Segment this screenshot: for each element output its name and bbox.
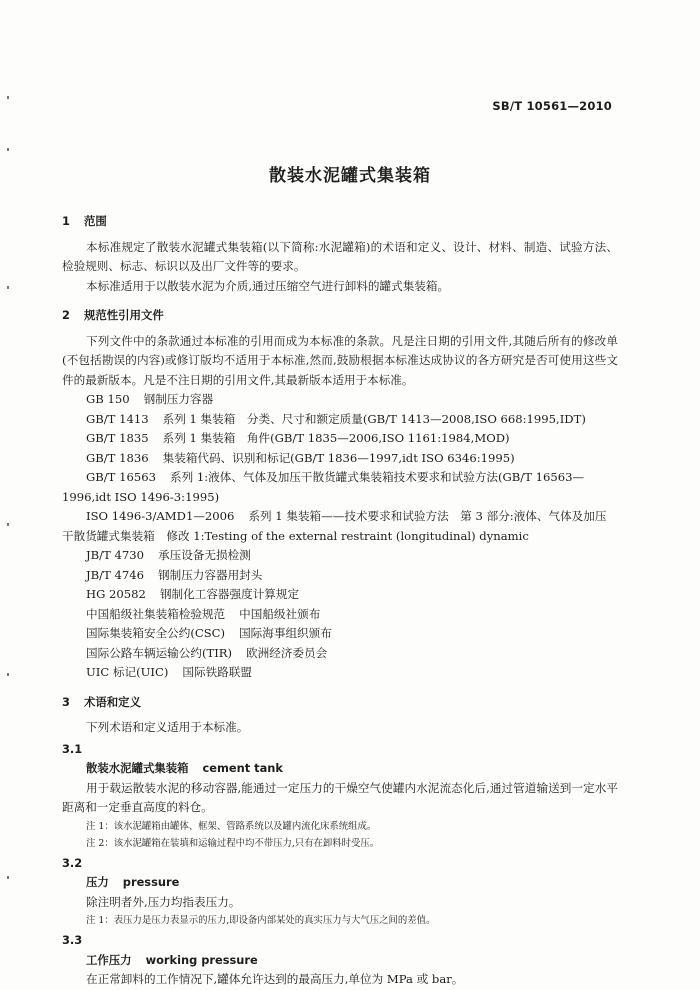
document-body xyxy=(62,212,618,990)
clause-number: 3.3 xyxy=(62,933,83,947)
reference-code: GB/T 1835 xyxy=(86,431,149,445)
reference-title: 系列 1:液体、气体及加压干散货罐式集装箱技术要求和试验方法(GB/T 16563—1996,idt ISO 1496-3:1995) xyxy=(62,470,585,504)
section-title: 范围 xyxy=(84,214,107,228)
term-definition: 在正常卸料的工作情况下,罐体允许达到的最高压力,单位为 MPa 或 bar。 xyxy=(86,972,464,986)
term-english: pressure xyxy=(122,875,180,889)
reference-code: GB/T 1413 xyxy=(86,411,149,426)
reference-title: 钢制化工容器强度计算规定 xyxy=(159,587,300,601)
reference-title: 国际铁路联盟 xyxy=(182,665,252,679)
section-title: 术语和定义 xyxy=(84,694,141,709)
section-heading-terms-and-definitions xyxy=(62,693,618,713)
reference-code: 国际集装箱安全公约(CSC) xyxy=(86,626,226,640)
reference-title: 承压设备无损检测 xyxy=(158,548,251,562)
reference-item xyxy=(62,468,618,507)
scan-mark xyxy=(7,673,9,676)
clause-number: 3.1 xyxy=(62,741,83,756)
scan-mark xyxy=(7,876,9,879)
reference-code: JB/T 4746 xyxy=(86,567,144,582)
reference-code: ISO 1496-3/AMD1—2006 xyxy=(86,509,235,523)
section-number: 2 xyxy=(62,308,70,322)
section-title: 规范性引用文件 xyxy=(84,308,164,322)
reference-item xyxy=(62,449,618,469)
reference-title: 中国船级社颁布 xyxy=(239,606,321,621)
section-heading-normative-references xyxy=(62,306,618,326)
paragraph: 下列术语和定义适用于本标准。 xyxy=(86,720,249,734)
term-definition: 除注明者外,压力均指表压力。 xyxy=(86,894,241,909)
reference-code: GB/T 16563 xyxy=(86,470,156,484)
term-chinese: 工作压力 xyxy=(86,952,132,967)
term-chinese: 压力 xyxy=(86,875,109,889)
clause-number: 3.2 xyxy=(62,855,83,870)
standard-code: SB/T 10561—2010 xyxy=(492,99,612,113)
reference-item xyxy=(62,410,618,430)
reference-item xyxy=(62,546,618,566)
reference-item xyxy=(62,605,618,625)
reference-title: 国际海事组织颁布 xyxy=(239,626,332,640)
term-entry xyxy=(62,873,618,893)
reference-code: 国际公路车辆运输公约(TIR) xyxy=(86,645,233,660)
reference-item xyxy=(62,429,618,449)
reference-title: 系列 1 集装箱——技术要求和试验方法 第 3 部分:液体、气体及加压干散货罐式集装箱 修改 1:Testing of the external restraint (longitudinal) dynamic xyxy=(62,509,607,543)
paragraph: 下列文件中的条款通过本标准的引用而成为本标准的条款。凡是注日期的引用文件,其随后所有的修改单(不包括勘误的内容)或修订版均不适用于本标准,然而,鼓励根据本标准达成协议的各方研究是否可使用这些文件的最新版本。凡是不注日期的引用文件,其最新版本适用于本标准。 xyxy=(62,333,618,387)
reference-title: 钢制压力容器用封头 xyxy=(158,567,263,582)
document-title: 散装水泥罐式集装箱 xyxy=(269,166,431,186)
reference-list xyxy=(62,390,618,683)
term-entry xyxy=(62,759,618,779)
reference-item xyxy=(62,663,618,683)
scan-mark xyxy=(7,523,9,526)
reference-code: 中国船级社集装箱检验规范 xyxy=(86,606,226,621)
section-number: 1 xyxy=(62,214,70,228)
reference-item xyxy=(62,566,618,586)
reference-item xyxy=(62,585,618,605)
reference-title: 系列 1 集装箱 分类、尺寸和额定质量(GB/T 1413—2008,ISO 668:1995,IDT) xyxy=(162,411,586,426)
scan-mark xyxy=(7,286,9,289)
reference-title: 欧洲经济委员会 xyxy=(246,645,328,660)
reference-item xyxy=(62,644,618,664)
reference-code: JB/T 4730 xyxy=(86,548,144,562)
scan-mark xyxy=(7,148,9,151)
reference-item xyxy=(62,624,618,644)
reference-code: UIC 标记(UIC) xyxy=(86,665,169,679)
reference-title: 钢制压力容器 xyxy=(143,392,214,406)
reference-item xyxy=(62,507,618,546)
note: 注 2：该水泥罐箱在装填和运输过程中均不带压力,只有在卸料时受压。 xyxy=(86,837,380,849)
term-definition: 用于载运散装水泥的移动容器,能通过一定压力的干燥空气使罐内水泥流态化后,通过管道输送到一定水平距离和一定垂直高度的料仓。 xyxy=(62,780,618,814)
term-english: cement tank xyxy=(202,761,283,775)
scan-mark xyxy=(7,96,9,99)
paragraph: 本标准适用于以散装水泥为介质,通过压缩空气进行卸料的罐式集装箱。 xyxy=(86,278,450,293)
reference-code: HG 20582 xyxy=(86,587,146,601)
note: 注 1：表压力是压力表显示的压力,即设备内部某处的真实压力与大气压之间的差值。 xyxy=(86,915,436,926)
term-english: working pressure xyxy=(145,952,258,967)
paragraph: 本标准规定了散装水泥罐式集装箱(以下简称:水泥罐箱)的术语和定义、设计、材料、制造、试验方法、检验规则、标志、标识以及出厂文件等的要求。 xyxy=(62,239,618,273)
reference-item xyxy=(62,390,618,410)
reference-title: 集装箱代码、识别和标记(GB/T 1836—1997,idt ISO 6346:1995) xyxy=(162,450,515,465)
term-chinese: 散装水泥罐式集装箱 xyxy=(86,761,189,775)
section-heading-scope xyxy=(62,212,618,232)
term-entry xyxy=(62,951,618,971)
reference-code: GB 150 xyxy=(86,392,130,406)
reference-title: 系列 1 集装箱 角件(GB/T 1835—2006,ISO 1161:1984,MOD) xyxy=(162,431,510,445)
reference-code: GB/T 1836 xyxy=(86,450,149,465)
note: 注 1：该水泥罐箱由罐体、框架、管路系统以及罐内流化床系统组成。 xyxy=(86,820,377,832)
section-number: 3 xyxy=(62,694,70,709)
